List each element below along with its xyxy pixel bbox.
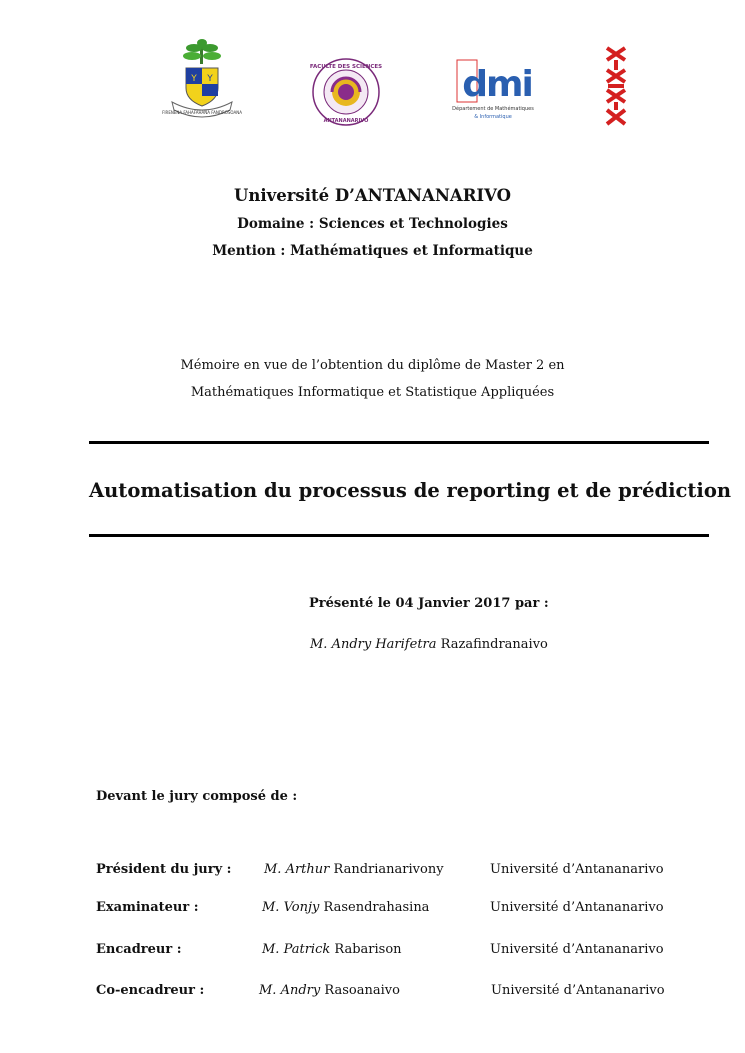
svg-text:Y: Y	[191, 74, 197, 84]
jury-member-row	[0, 983, 745, 1003]
jury-affiliation: Université d’Antananarivo	[490, 900, 664, 915]
university-coat-of-arms-logo	[164, 36, 240, 126]
red-emblem-logo	[604, 46, 628, 126]
mention-line: Mention : Mathématiques et Informatique	[212, 243, 533, 259]
title-rule-top	[89, 441, 709, 444]
jury-affiliation: Université d’Antananarivo	[490, 862, 664, 877]
jury-member-row	[0, 942, 745, 962]
jury-role: Examinateur :	[96, 900, 199, 915]
coat-of-arms-motto: FIRENENA FAHAFAHANA FANDROSOANA	[162, 110, 242, 115]
jury-member-row	[0, 900, 745, 920]
jury-affiliation: Université d’Antananarivo	[490, 942, 664, 957]
presentation-label: Présenté le 04 Janvier 2017 par :	[309, 596, 549, 611]
jury-name: M. Arthur Randrianarivony	[264, 862, 444, 877]
jury-heading: Devant le jury composé de :	[96, 789, 298, 804]
jury-affiliation: Université d’Antananarivo	[491, 983, 665, 998]
jury-role: Président du jury :	[96, 862, 232, 877]
dmi-caption-1: Département de Mathématiques	[452, 106, 534, 112]
jury-name: M. Patrick Rabarison	[262, 942, 402, 957]
svg-text:Y: Y	[207, 74, 213, 84]
jury-name: M. Vonjy Rasendrahasina	[262, 900, 430, 915]
author-name	[310, 637, 548, 652]
jury-role: Encadreur :	[96, 942, 182, 957]
dmi-department-logo	[452, 58, 534, 122]
author-last-name: Razafindranaivo	[440, 637, 548, 652]
faculty-seal-text: FACULTE DES SCIENCES	[309, 64, 383, 70]
faculty-of-sciences-seal-logo	[310, 56, 382, 128]
memoire-line-1: Mémoire en vue de l’obtention du diplôme de Master 2 en	[180, 358, 565, 373]
dmi-text: dmi	[462, 64, 532, 105]
author-first-name: M. Andry Harifetra	[310, 637, 437, 652]
university-name: Université D’ANTANANARIVO	[233, 186, 512, 205]
jury-name: M. Andry Rasoanaivo	[259, 983, 400, 998]
thesis-title: Automatisation du processus de reporting et de prédiction	[89, 479, 732, 502]
jury-member-row	[0, 862, 745, 882]
domain-line: Domaine : Sciences et Technologies	[237, 216, 508, 232]
title-rule-bottom	[89, 534, 709, 537]
memoire-line-2: Mathématiques Informatique et Statistique Appliquées	[190, 385, 555, 400]
faculty-seal-motto: ANTANANARIVO	[323, 118, 369, 124]
dmi-caption-2: & Informatique	[474, 114, 512, 120]
jury-role: Co-encadreur :	[96, 983, 205, 998]
